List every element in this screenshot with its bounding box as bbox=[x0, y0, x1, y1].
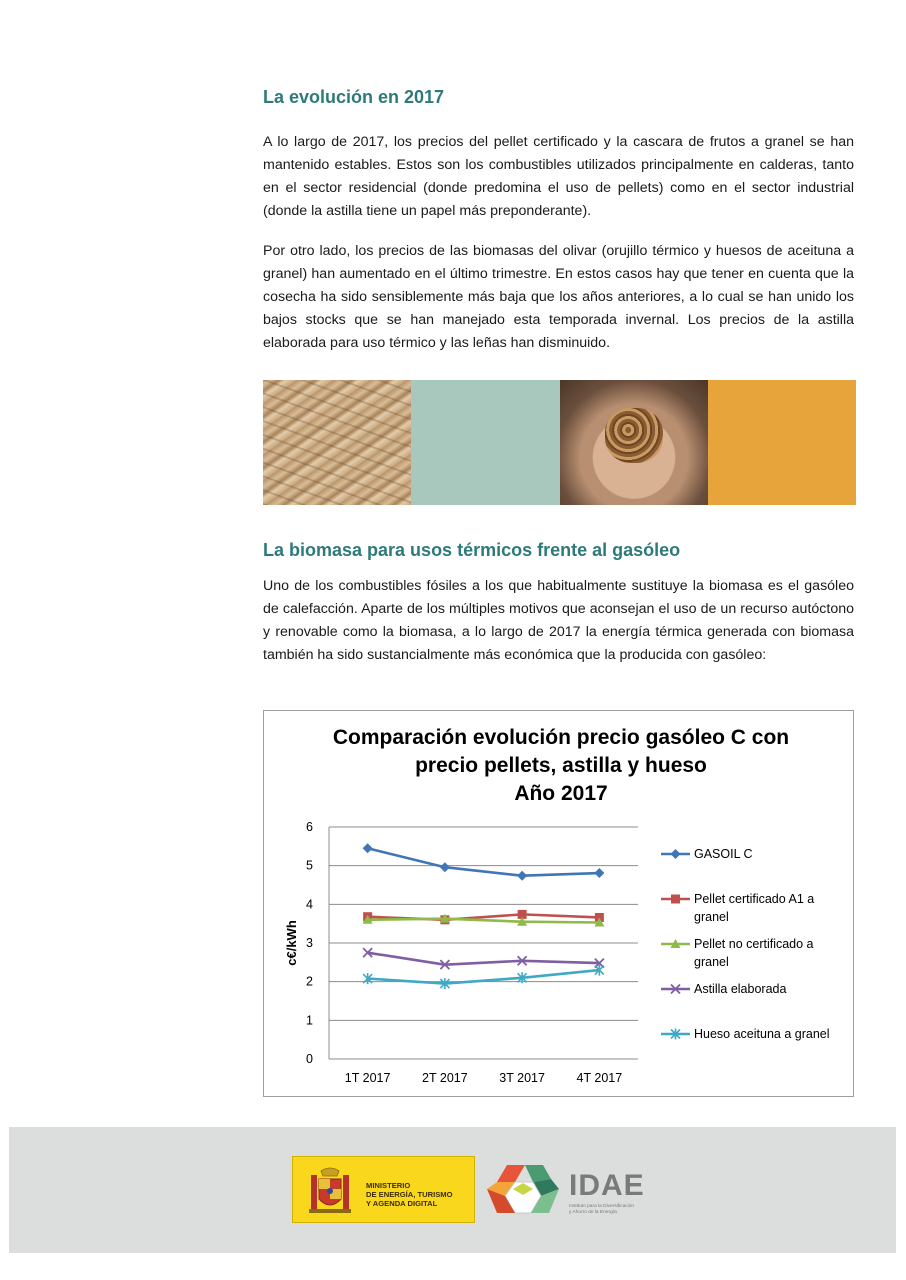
coat-of-arms-icon bbox=[307, 1165, 353, 1217]
point-gasoil-c-4 bbox=[594, 868, 604, 878]
idae-subtitle-line-2: y Ahorro de la Energía bbox=[569, 1209, 617, 1215]
idae-subtitle-line-1: Instituto para la Diversificación bbox=[569, 1204, 635, 1209]
y-tick-label-2: 2 bbox=[306, 974, 313, 989]
point-gasoil-c-1 bbox=[363, 843, 373, 853]
legend-label-pellet-no-certificado-a-granel-line-2: granel bbox=[694, 955, 729, 969]
series-line-gasoil-c bbox=[368, 848, 600, 875]
series-line-astilla-elaborada bbox=[368, 953, 600, 965]
y-axis-label: c€/kWh bbox=[284, 920, 299, 966]
pellets-in-hands-photo bbox=[560, 380, 708, 505]
footer-band bbox=[9, 1127, 896, 1253]
point-gasoil-c-3 bbox=[517, 871, 527, 881]
idae-subtitle bbox=[569, 1204, 634, 1215]
legend-label-pellet-no-certificado-a-granel-line-1: Pellet no certificado a bbox=[694, 937, 814, 951]
section-title-evolucion: La evolución en 2017 bbox=[263, 87, 445, 107]
y-tick-label-1: 1 bbox=[306, 1013, 313, 1028]
ministerio-logo bbox=[292, 1156, 475, 1223]
orange-color-block bbox=[708, 380, 856, 505]
chart-title-line-1: Comparación evolución precio gasóleo C con bbox=[332, 726, 790, 749]
chart-title-line-2: precio pellets, astilla y hueso bbox=[415, 754, 707, 777]
ministerio-line-3: Y AGENDA DIGITAL bbox=[366, 1199, 438, 1208]
green-color-block bbox=[411, 380, 559, 505]
legend-marker-gasoil-c bbox=[671, 849, 681, 859]
legend-label-pellet-certificado-a1-a-granel-line-2: granel bbox=[694, 910, 729, 924]
legend-label-pellet-certificado-a1-a-granel-line-1: Pellet certificado A1 a bbox=[694, 892, 815, 906]
paragraph-evolucion-2: Por otro lado, los precios de las biomasas del olivar (orujillo térmico y huesos de aceituna a granel) han aumentado en el último trimestre. En estos casos hay que tener en cuenta que la cosecha ha sido sensiblemente más baja que los años anteriores, a lo cual se han unido los bajos stocks que se han manejado esta temporada invernal. Los precios de la astilla elaborada para uso térmico y las leñas han disminuido. bbox=[263, 243, 854, 351]
wood-chips-photo bbox=[263, 380, 411, 505]
chart-title-line-3: Año 2017 bbox=[514, 782, 608, 805]
legend-label-hueso-aceituna-a-granel-line-1: Hueso aceituna a granel bbox=[694, 1027, 830, 1041]
series-line-pellet-no-certificado-a-granel bbox=[368, 919, 600, 923]
legend-label-astilla-elaborada-line-1: Astilla elaborada bbox=[694, 982, 787, 996]
point-gasoil-c-2 bbox=[440, 862, 450, 872]
chart-svg bbox=[264, 711, 853, 1096]
idae-logo-mark-icon bbox=[485, 1162, 561, 1216]
x-tick-label-4: 4T 2017 bbox=[576, 1071, 623, 1085]
x-tick-label-2: 2T 2017 bbox=[422, 1071, 468, 1085]
y-tick-label-3: 3 bbox=[306, 936, 313, 950]
paragraph-evolucion-1: A lo largo de 2017, los precios del pellet certificado y la cascara de frutos a granel se han mantenido estables. Estos son los combustibles utilizados principalmente en calderas, tanto en el sector residencial (donde predomina el uso de pellets) como en el sector industrial (donde la astilla tiene un papel más preponderante). bbox=[263, 134, 854, 219]
section-title-biomasa: La biomasa para usos térmicos frente al gasóleo bbox=[263, 540, 681, 560]
y-tick-label-5: 5 bbox=[306, 858, 313, 873]
ministerio-line-1: MINISTERIO bbox=[366, 1181, 411, 1190]
x-tick-label-3: 3T 2017 bbox=[499, 1071, 545, 1085]
legend-label-gasoil-c-line-1: GASOIL C bbox=[694, 847, 753, 861]
price-comparison-chart bbox=[263, 710, 854, 1097]
y-tick-label-6: 6 bbox=[306, 820, 313, 834]
paragraph-biomasa: Uno de los combustibles fósiles a los que habitualmente sustituye la biomasa es el gasóleo de calefacción. Aparte de los múltiples motivos que aconsejan el uso de un recurso autóctono y renovable como la biomasa, a lo largo de 2017 la energía térmica generada con biomasa también ha sido sustancialmente más económica que la producida con gasóleo: bbox=[263, 578, 854, 663]
photo-strip bbox=[263, 380, 856, 505]
legend-marker-pellet-certificado-a1-a-granel bbox=[671, 895, 680, 904]
y-tick-label-4: 4 bbox=[306, 897, 313, 912]
x-tick-label-1: 1T 2017 bbox=[344, 1071, 391, 1085]
ministerio-line-2: DE ENERGÍA, TURISMO bbox=[366, 1190, 453, 1199]
idae-name: IDAE bbox=[569, 1169, 645, 1202]
y-tick-label-0: 0 bbox=[306, 1052, 313, 1066]
ministerio-text bbox=[366, 1181, 453, 1208]
